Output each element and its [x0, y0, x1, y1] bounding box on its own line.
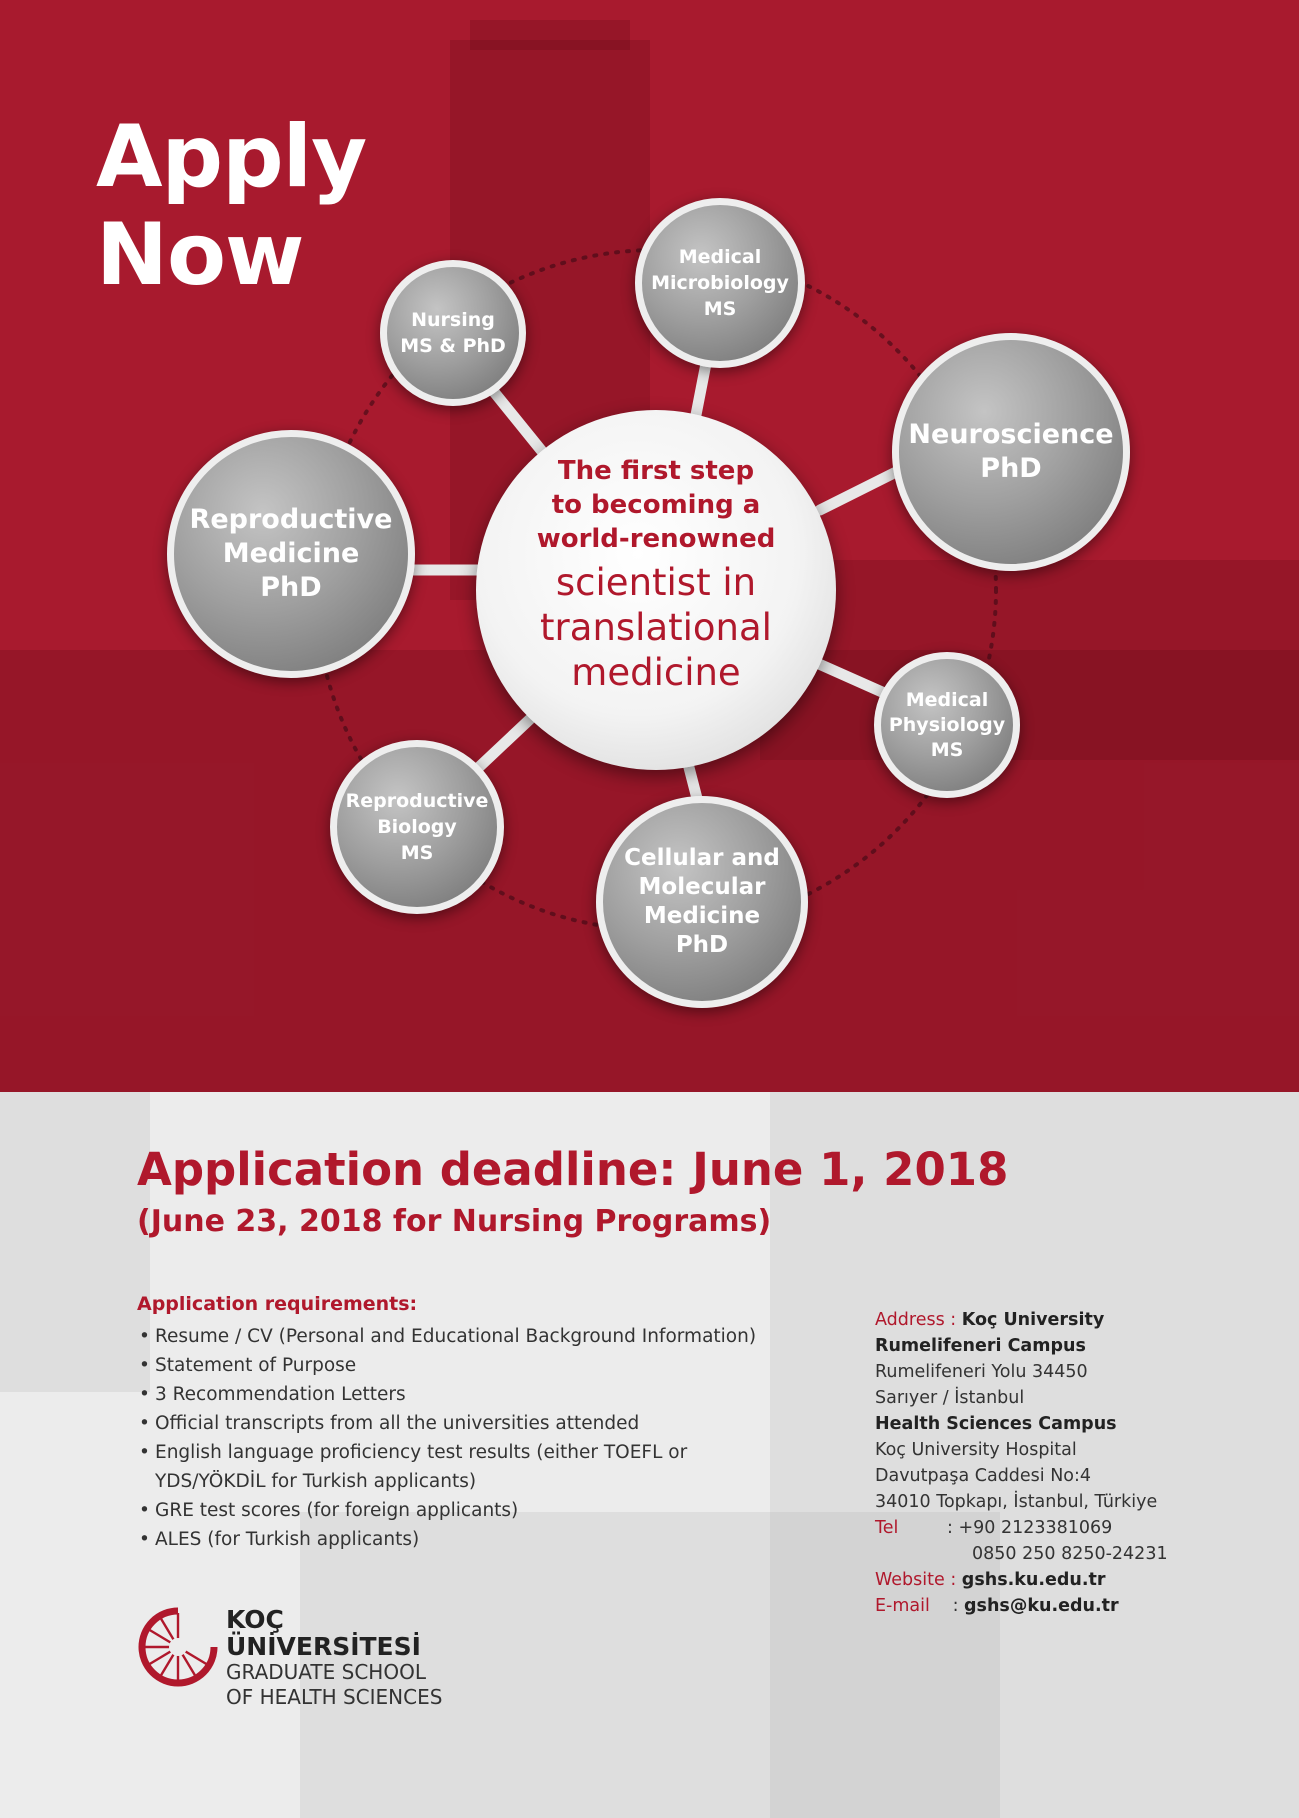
address-name: Koç University — [961, 1310, 1105, 1330]
website-label: Website : — [875, 1570, 962, 1590]
koc-logo-icon — [136, 1605, 220, 1689]
requirement-item: • GRE test scores (for foreign applicants) — [137, 1496, 777, 1525]
campus-health-line2: Davutpaşa Caddesi No:4 — [875, 1466, 1092, 1486]
program-reproductive-biology — [330, 740, 504, 914]
campus-photo-left — [0, 1092, 150, 1392]
program-label: Cellular and Molecular Medicine PhD — [624, 845, 780, 958]
email-link[interactable]: gshs@ku.edu.tr — [964, 1596, 1119, 1616]
program-medical-microbiology — [635, 198, 805, 368]
program-label: Reproductive Biology MS — [345, 790, 489, 864]
apply-word: Apply — [96, 107, 367, 207]
requirement-item: • 3 Recommendation Letters — [137, 1380, 777, 1409]
center-tagline-light: scientist in translational medicine — [540, 561, 772, 694]
program-nursing — [380, 260, 526, 406]
program-reproductive-medicine — [167, 430, 415, 678]
tel-separator: : — [947, 1518, 959, 1538]
logo-line-universitesi: ÜNİVERSİTESİ — [226, 1632, 421, 1661]
campus-health-line3: 34010 Topkapı, İstanbul, Türkiye — [875, 1492, 1158, 1512]
now-word: Now — [96, 205, 304, 305]
requirements-list — [137, 1322, 777, 1554]
email-separator: : — [947, 1596, 965, 1616]
logo-wordmark — [226, 1606, 442, 1710]
requirement-item: • Statement of Purpose — [137, 1351, 777, 1380]
tel-secondary: 0850 250 8250-24231 — [972, 1544, 1168, 1564]
campus-health-line1: Koç University Hospital — [875, 1440, 1077, 1460]
tel-primary: +90 2123381069 — [958, 1518, 1113, 1538]
program-neuroscience — [892, 333, 1130, 571]
program-label: Reproductive Medicine PhD — [189, 504, 393, 603]
logo-line-graduate: GRADUATE SCHOOL — [226, 1660, 426, 1684]
requirement-item: • Official transcripts from all the universities attended — [137, 1409, 777, 1438]
program-label: Medical Physiology MS — [888, 688, 1006, 761]
program-label: Neuroscience PhD — [908, 419, 1114, 484]
logo-line-koc: KOÇ — [226, 1605, 284, 1634]
campus-rumelifeneri-line1: Rumelifeneri Yolu 34450 — [875, 1362, 1088, 1382]
campus-rumelifeneri-title: Rumelifeneri Campus — [875, 1336, 1086, 1356]
program-medical-physiology — [874, 652, 1020, 798]
requirement-item: • Resume / CV (Personal and Educational Background Information) — [137, 1322, 777, 1351]
program-label: Medical Microbiology MS — [651, 246, 789, 320]
requirement-item: • ALES (for Turkish applicants) — [137, 1525, 777, 1554]
tel-label: Tel — [875, 1518, 899, 1538]
program-label: Nursing MS & PhD — [400, 309, 506, 357]
email-label: E-mail — [875, 1596, 930, 1616]
contact-block — [875, 1307, 1275, 1619]
requirement-item: • English language proficiency test results (either TOEFL or YDS/YÖKDİL for Turkish applicants) — [137, 1438, 715, 1496]
deadline-main: Application deadline: June 1, 2018 — [137, 1143, 1009, 1196]
deadline-nursing: (June 23, 2018 for Nursing Programs) — [137, 1204, 772, 1239]
campus-health-title: Health Sciences Campus — [875, 1414, 1117, 1434]
center-tagline-bold: The first step to becoming a world-renowned — [536, 456, 776, 554]
address-label: Address : — [875, 1310, 962, 1330]
center-circle — [476, 410, 836, 770]
program-cellular-molecular-medicine — [596, 796, 808, 1008]
logo-line-health: OF HEALTH SCIENCES — [226, 1685, 443, 1709]
requirements-title: Application requirements: — [137, 1293, 418, 1315]
campus-rumelifeneri-line2: Sarıyer / İstanbul — [875, 1388, 1025, 1408]
website-link[interactable]: gshs.ku.edu.tr — [961, 1570, 1106, 1590]
